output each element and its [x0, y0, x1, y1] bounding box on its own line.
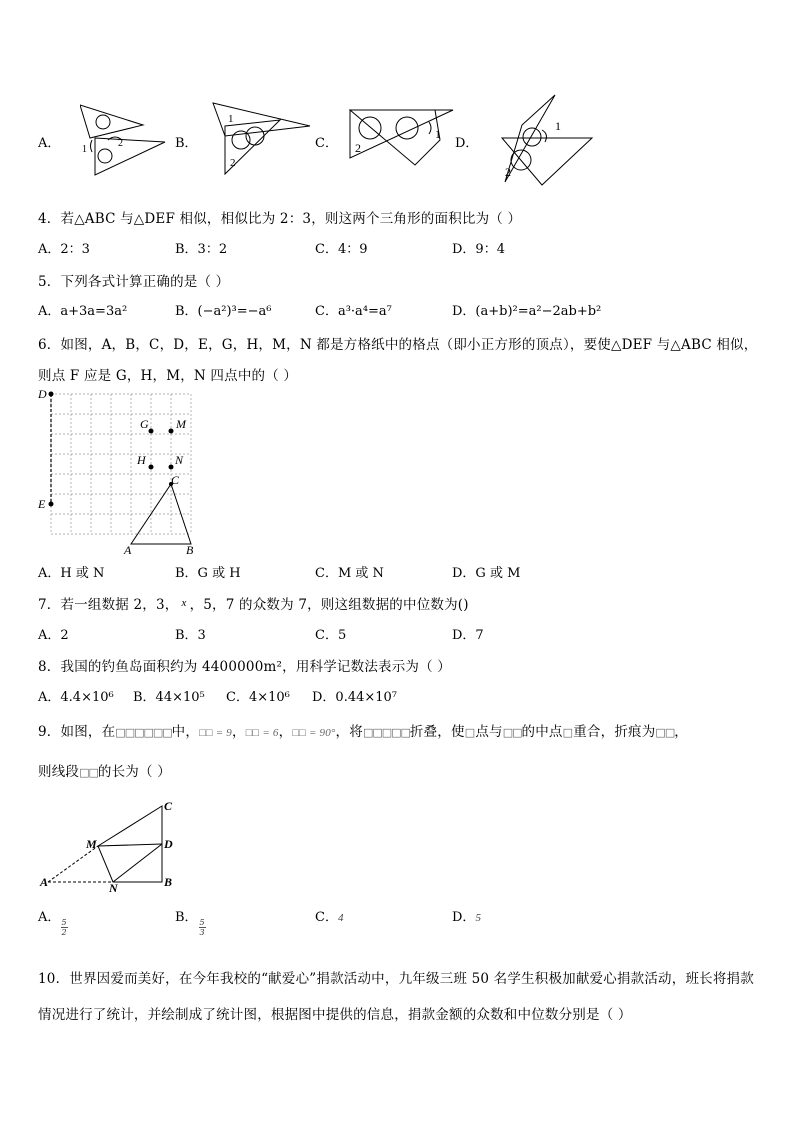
q6-option-c[interactable]: C．M 或 N: [315, 566, 384, 581]
q3-figure-a: [80, 100, 170, 180]
q6-option-a[interactable]: A．H 或 N: [38, 566, 105, 581]
q9-option-d[interactable]: D．5: [452, 910, 481, 925]
question-8-text: 8．我国的钓鱼岛面积约为 4400000m²，用科学记数法表示为（ ）: [38, 659, 452, 675]
q3-option-b-label: B．: [175, 136, 198, 151]
svg-text:2: 2: [355, 141, 361, 155]
q3-figure-d: [497, 90, 597, 190]
q6-grid-figure: [36, 384, 201, 556]
q5-option-b[interactable]: B．(−a²)³=−a⁶: [175, 304, 272, 319]
q7-option-c[interactable]: C．5: [315, 628, 347, 643]
q3-option-d-label: D．: [455, 136, 479, 151]
q3-figure-c: [345, 100, 455, 170]
question-4-text: 4．若△ABC 与△DEF 相似，相似比为 2：3，则这两个三角形的面积比为（ ）: [38, 211, 522, 227]
q4-option-c[interactable]: C．4：9: [315, 242, 368, 257]
q7-option-a[interactable]: A．2: [38, 628, 69, 643]
svg-text:G: G: [140, 417, 149, 431]
question-6-line-1: 6．如图，A，B，C，D，E，G，H，M，N 都是方格纸中的格点（即小正方形的顶点），要使△DEF 与△ABC 相似，: [38, 337, 758, 353]
svg-text:D: D: [38, 387, 47, 401]
svg-text:H: H: [137, 453, 146, 467]
q9-option-b-fraction: 5 3: [199, 918, 205, 937]
svg-text:D: D: [164, 837, 173, 851]
question-9-line-2: 则线段□□的长为（ ）: [38, 764, 171, 780]
q8-option-b[interactable]: B．44×10⁵: [133, 690, 205, 705]
svg-text:A: A: [40, 875, 49, 889]
svg-text:B: B: [164, 875, 173, 889]
svg-text:E: E: [38, 497, 46, 511]
q7-option-d[interactable]: D．7: [452, 628, 484, 643]
svg-text:N: N: [109, 881, 118, 894]
svg-text:2: 2: [505, 165, 511, 179]
q9-option-a-letter[interactable]: A．: [38, 910, 61, 925]
q3-figure-b: [205, 98, 315, 178]
q8-option-a[interactable]: A．4.4×10⁶: [38, 690, 114, 705]
svg-text:1: 1: [555, 119, 561, 133]
q6-option-d[interactable]: D．G 或 M: [452, 566, 521, 581]
question-5-text: 5．下列各式计算正确的是（ ）: [38, 274, 230, 290]
svg-text:N: N: [175, 453, 184, 467]
q3-option-c-label: C．: [315, 136, 338, 151]
question-10-line-1: 10．世界因爱而美好，在今年我校的“献爱心”捐款活动中，九年级三班 50 名学生积极加献爱心捐款活动，班长将捐款: [38, 971, 754, 987]
question-6-line-2: 则点 F 应是 G，H，M，N 四点中的（ ）: [38, 368, 298, 384]
svg-text:A: A: [124, 543, 132, 556]
q9-option-b-letter[interactable]: B．: [175, 910, 198, 925]
svg-text:M: M: [176, 417, 186, 431]
q4-option-d[interactable]: D．9：4: [452, 242, 505, 257]
q9-option-c[interactable]: C．4: [315, 910, 344, 925]
q6-option-b[interactable]: B．G 或 H: [175, 566, 241, 581]
q9-fold-figure: [38, 796, 183, 894]
q3-option-a-label: A．: [38, 136, 61, 151]
svg-text:B: B: [186, 543, 194, 556]
svg-text:M: M: [86, 837, 97, 851]
q5-option-a[interactable]: A．a+3a=3a²: [38, 304, 128, 319]
q7-option-b[interactable]: B．3: [175, 628, 206, 643]
svg-text:2: 2: [230, 157, 236, 169]
svg-text:1: 1: [435, 127, 441, 141]
q4-option-b[interactable]: B．3：2: [175, 242, 228, 257]
svg-text:1: 1: [82, 144, 87, 155]
svg-text:C: C: [164, 799, 173, 813]
svg-text:C: C: [171, 473, 180, 487]
svg-text:1: 1: [228, 113, 234, 125]
q8-option-c[interactable]: C．4×10⁶: [226, 690, 290, 705]
q5-option-d[interactable]: D．(a+b)²=a²−2ab+b²: [452, 304, 602, 319]
question-9-line-1: 9．如图，在□□□□□□中，□□ = 9，□□ = 6，□□ = 90°，将□□□□□折叠，使□点与□□的中点□重合，折痕为□□，: [38, 724, 688, 740]
q8-option-d[interactable]: D．0.44×10⁷: [312, 690, 398, 705]
q4-option-a[interactable]: A．2：3: [38, 242, 90, 257]
variable-x: x: [181, 597, 187, 609]
q5-option-c[interactable]: C．a³·a⁴=a⁷: [315, 304, 392, 319]
question-10-line-2: 情况进行了统计，并绘制成了统计图，根据图中提供的信息，捐款金额的众数和中位数分别是（ ）: [38, 1007, 632, 1023]
q9-option-a-fraction: 5 2: [61, 918, 67, 937]
svg-text:2: 2: [118, 138, 123, 149]
question-7-text: 7．若一组数据 2，3， $^x$ ，5，7 的众数为 7，则这组数据的中位数为(): [38, 597, 469, 613]
